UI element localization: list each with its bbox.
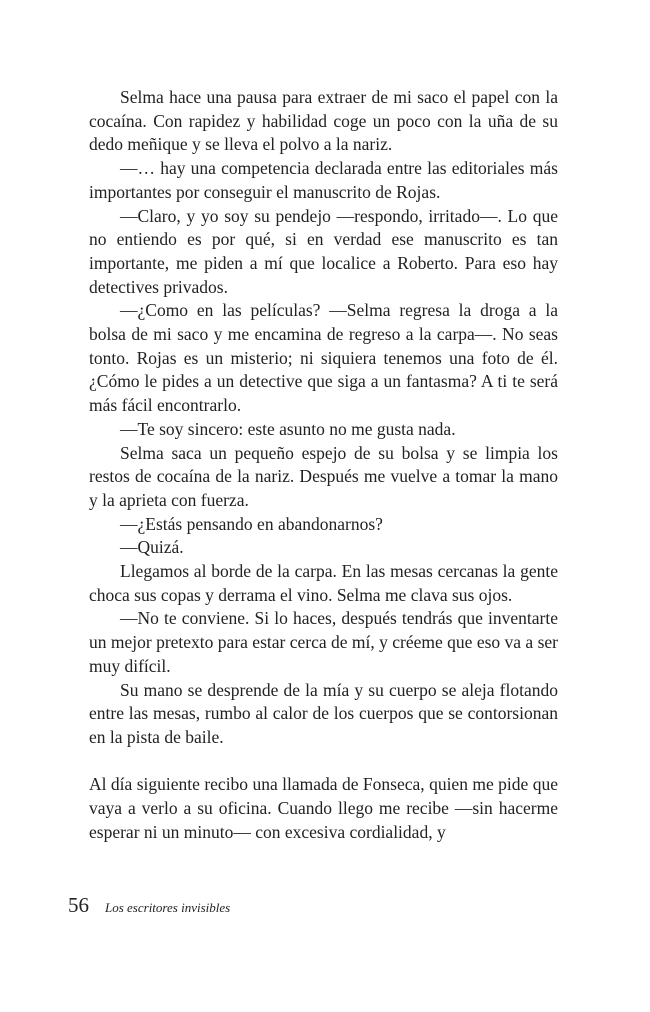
running-title: Los escritores invisibles [105,900,231,915]
section-opening-paragraph: Al día siguiente recibo una llamada de Fonseca, quien me pide que vaya a verlo a su oficina. Cuando llego me recibe —sin hacerme esperar ni un minuto— con excesiva cordialidad, y [89,774,558,842]
paragraph: Selma saca un pequeño espejo de su bolsa y se limpia los restos de cocaína de la nariz. Después me vuelve a tomar la mano y la aprieta con fuerza. [89,442,558,510]
page-number: 56 [68,893,89,917]
body-text [89,86,558,844]
paragraph: —¿Estás pensando en abandonarnos? [120,513,383,534]
paragraph: —¿Como en las películas? —Selma regresa la droga a la bolsa de mi saco y me encamina de regreso a la carpa—. No seas tonto. Rojas es un misterio; ni siquiera tenemos una foto de él. ¿Cómo le pides a un detective que siga a un fantasma? A ti te será más fácil encontrarlo. [89,300,558,416]
paragraph: —Quizá. [120,537,184,558]
paragraph: —Claro, y yo soy su pendejo —respondo, irritado—. Lo que no entiendo es por qué, si en verdad ese manuscrito es tan importante, me piden a mí que localice a Roberto. Para eso hay detectives privados. [89,205,558,297]
paragraph: Selma hace una pausa para extraer de mi saco el papel con la cocaína. Con rapidez y habilidad coge un poco con la uña de su dedo meñique y se lleva el polvo a la nariz. [89,87,558,155]
page-footer [68,893,230,918]
paragraph: Su mano se desprende de la mía y su cuerpo se aleja flotando entre las mesas, rumbo al calor de los cuerpos que se contorsionan en la pista de baile. [89,679,558,747]
paragraph: —No te conviene. Si lo haces, después tendrás que inventarte un mejor pretexto para estar cerca de mí, y créeme que eso va a ser muy difícil. [89,608,558,676]
paragraph: —… hay una competencia declarada entre las editoriales más importantes por conseguir el manuscrito de Rojas. [89,158,558,202]
paragraph: —Te soy sincero: este asunto no me gusta nada. [120,418,456,439]
section-break [89,750,558,774]
paragraph: Llegamos al borde de la carpa. En las mesas cercanas la gente choca sus copas y derrama el vino. Selma me clava sus ojos. [89,561,558,605]
